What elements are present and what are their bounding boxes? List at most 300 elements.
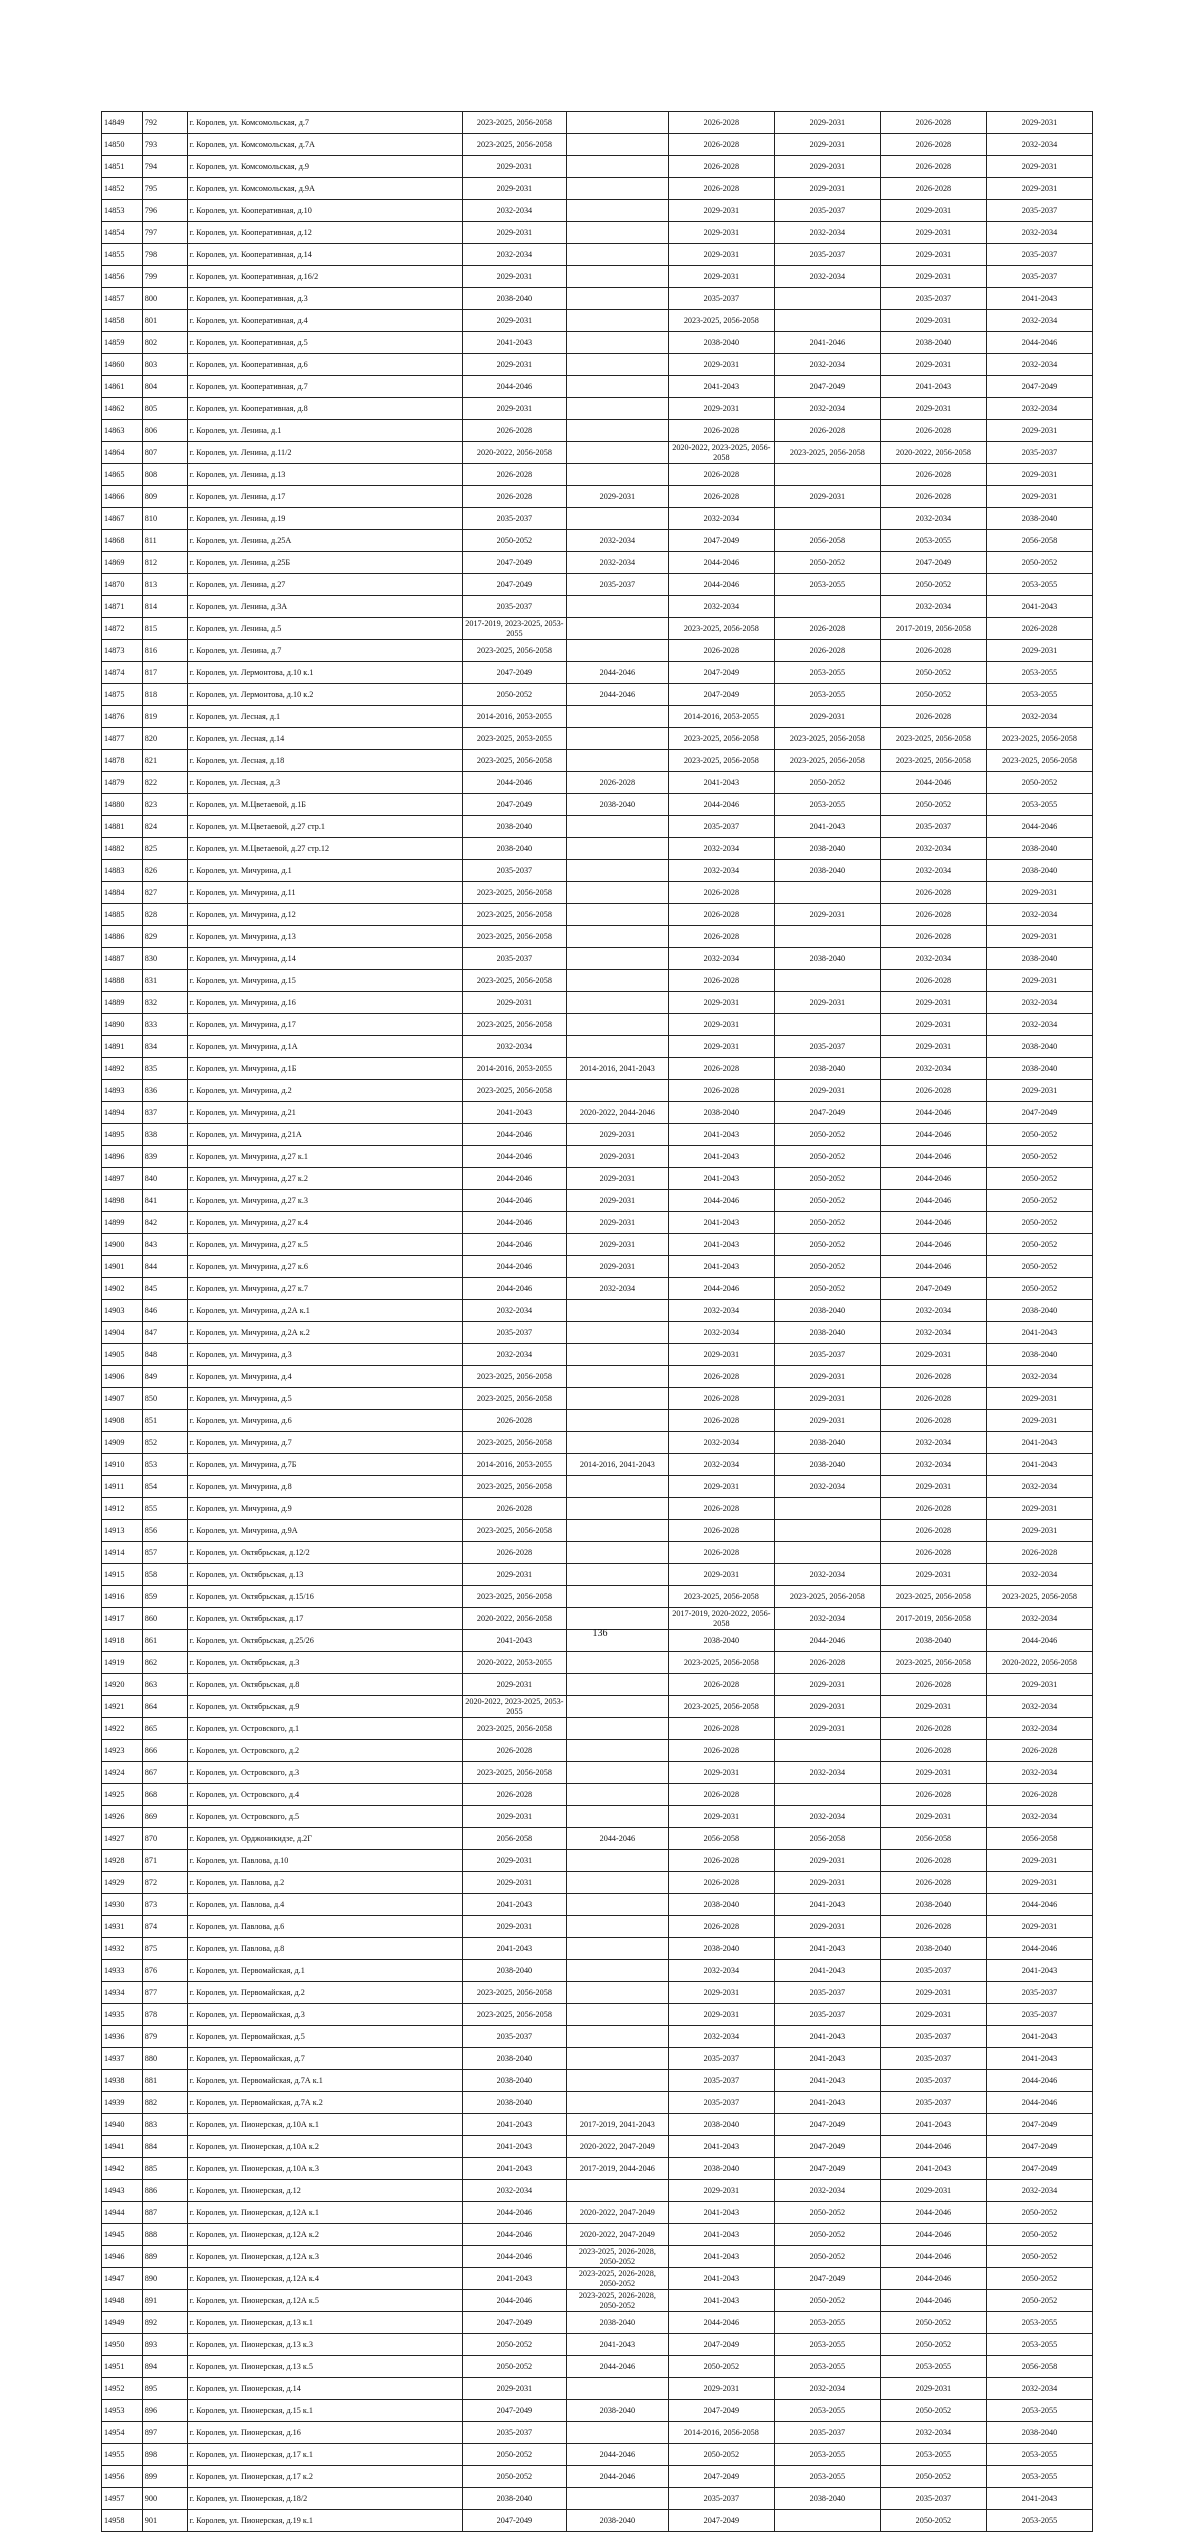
table-cell xyxy=(566,2488,668,2510)
table-cell: 14946 xyxy=(102,2246,143,2268)
table-cell: 2047-2049 xyxy=(880,1278,986,1300)
table-cell xyxy=(774,1740,880,1762)
table-cell: 2029-2031 xyxy=(668,222,774,244)
table-cell: 830 xyxy=(142,948,187,970)
table-cell: 855 xyxy=(142,1498,187,1520)
table-cell: 2047-2049 xyxy=(462,662,566,684)
table-cell: 2047-2049 xyxy=(462,2312,566,2334)
table-cell: 891 xyxy=(142,2290,187,2312)
table-cell: 889 xyxy=(142,2246,187,2268)
table-cell: 2032-2034 xyxy=(880,2422,986,2444)
table-cell: 2050-2052 xyxy=(880,794,986,816)
table-row xyxy=(102,178,1093,200)
table-cell: 14858 xyxy=(102,310,143,332)
table-cell: 2029-2031 xyxy=(880,2180,986,2202)
table-cell: 14868 xyxy=(102,530,143,552)
table-cell: 2032-2034 xyxy=(880,508,986,530)
table-cell: 2029-2031 xyxy=(668,992,774,1014)
table-cell: 2044-2046 xyxy=(668,2312,774,2334)
table-cell: г. Королев, ул. Комсомольская, д.9А xyxy=(187,178,462,200)
table-cell: 2026-2028 xyxy=(880,1498,986,1520)
table-cell: 2029-2031 xyxy=(774,1718,880,1740)
table-cell xyxy=(566,1718,668,1740)
table-cell: г. Королев, ул. Кооперативная, д.10 xyxy=(187,200,462,222)
table-row xyxy=(102,772,1093,794)
table-cell: 2029-2031 xyxy=(880,266,986,288)
table-cell: 2026-2028 xyxy=(668,1366,774,1388)
table-cell: 2041-2043 xyxy=(462,1894,566,1916)
table-cell: 14956 xyxy=(102,2466,143,2488)
table-cell: 14893 xyxy=(102,1080,143,1102)
table-cell: 2050-2052 xyxy=(986,552,1092,574)
table-cell: г. Королев, ул. Павлова, д.10 xyxy=(187,1850,462,1872)
table-cell: 2023-2025, 2056-2058 xyxy=(462,1432,566,1454)
table-cell: 877 xyxy=(142,1982,187,2004)
table-cell: 2020-2022, 2023-2025, 2053-2055 xyxy=(462,1696,566,1718)
table-row xyxy=(102,684,1093,706)
table-cell: 837 xyxy=(142,1102,187,1124)
table-row xyxy=(102,1916,1093,1938)
table-cell: 863 xyxy=(142,1674,187,1696)
table-cell: 2044-2046 xyxy=(880,1146,986,1168)
table-cell: 2023-2025, 2056-2058 xyxy=(462,1366,566,1388)
table-cell: г. Королев, ул. Мичурина, д.2А к.2 xyxy=(187,1322,462,1344)
table-cell: 2041-2043 xyxy=(462,1102,566,1124)
table-cell: 2026-2028 xyxy=(880,178,986,200)
table-cell: г. Королев, ул. Пионерская, д.10А к.2 xyxy=(187,2136,462,2158)
table-cell: г. Королев, ул. Орджоникидзе, д.2Г xyxy=(187,1828,462,1850)
table-cell: 813 xyxy=(142,574,187,596)
table-cell: 2026-2028 xyxy=(774,1652,880,1674)
table-cell: 14916 xyxy=(102,1586,143,1608)
table-cell: 2041-2043 xyxy=(774,1938,880,1960)
table-cell: 2032-2034 xyxy=(774,1806,880,1828)
table-row xyxy=(102,398,1093,420)
table-cell: 888 xyxy=(142,2224,187,2246)
table-cell: 2047-2049 xyxy=(880,552,986,574)
table-cell: 2032-2034 xyxy=(986,904,1092,926)
table-cell xyxy=(566,420,668,442)
table-cell: 2041-2043 xyxy=(668,1212,774,1234)
table-cell: г. Королев, ул. Пионерская, д.12А к.3 xyxy=(187,2246,462,2268)
table-cell: 2029-2031 xyxy=(774,1696,880,1718)
table-cell: 835 xyxy=(142,1058,187,1080)
table-cell: 14873 xyxy=(102,640,143,662)
table-cell xyxy=(566,376,668,398)
table-cell: 2038-2040 xyxy=(566,2510,668,2532)
table-row xyxy=(102,486,1093,508)
table-cell: г. Королев, ул. Ленина, д.3А xyxy=(187,596,462,618)
table-cell: 2044-2046 xyxy=(462,1256,566,1278)
table-cell: 2026-2028 xyxy=(880,970,986,992)
table-cell: 2053-2055 xyxy=(986,2510,1092,2532)
table-cell: 2056-2058 xyxy=(668,1828,774,1850)
table-cell: 2029-2031 xyxy=(880,222,986,244)
page-number: 136 xyxy=(592,1628,608,1639)
table-row xyxy=(102,1168,1093,1190)
table-cell xyxy=(566,354,668,376)
table-cell: 2044-2046 xyxy=(462,1234,566,1256)
table-cell: г. Королев, ул. Ленина, д.25А xyxy=(187,530,462,552)
table-cell: г. Королев, ул. Лесная, д.18 xyxy=(187,750,462,772)
table-cell: 2047-2049 xyxy=(462,2400,566,2422)
table-cell: 869 xyxy=(142,1806,187,1828)
table-cell xyxy=(566,838,668,860)
table-cell: г. Королев, ул. Кооперативная, д.4 xyxy=(187,310,462,332)
table-cell: 14933 xyxy=(102,1960,143,1982)
table-cell: г. Королев, ул. Первомайская, д.7 xyxy=(187,2048,462,2070)
table-row xyxy=(102,1696,1093,1718)
table-cell: 2023-2025, 2056-2058 xyxy=(462,1520,566,1542)
table-cell: 2050-2052 xyxy=(774,1256,880,1278)
table-cell: 2050-2052 xyxy=(774,1234,880,1256)
table-row xyxy=(102,816,1093,838)
table-cell: 2044-2046 xyxy=(566,2466,668,2488)
table-cell: 2041-2043 xyxy=(668,1124,774,1146)
table-cell: 2032-2034 xyxy=(462,200,566,222)
table-cell: 2029-2031 xyxy=(774,1872,880,1894)
table-cell: 2032-2034 xyxy=(668,2026,774,2048)
table-cell: 2026-2028 xyxy=(880,882,986,904)
table-row xyxy=(102,310,1093,332)
table-cell: 2050-2052 xyxy=(774,2290,880,2312)
table-cell: 2032-2034 xyxy=(774,398,880,420)
table-cell xyxy=(566,1542,668,1564)
table-cell xyxy=(566,1014,668,1036)
table-row xyxy=(102,1960,1093,1982)
table-cell: 2035-2037 xyxy=(668,816,774,838)
table-cell: 2041-2043 xyxy=(668,2224,774,2246)
table-cell: 2026-2028 xyxy=(668,1542,774,1564)
table-cell xyxy=(566,1960,668,1982)
table-cell: 2026-2028 xyxy=(880,156,986,178)
table-cell: 2050-2052 xyxy=(774,1146,880,1168)
table-cell xyxy=(566,1652,668,1674)
table-cell: 2032-2034 xyxy=(668,948,774,970)
table-row xyxy=(102,2180,1093,2202)
table-cell xyxy=(566,1784,668,1806)
table-cell: 2035-2037 xyxy=(774,200,880,222)
table-row xyxy=(102,1542,1093,1564)
table-cell: г. Королев, ул. Первомайская, д.3 xyxy=(187,2004,462,2026)
table-cell: 2050-2052 xyxy=(774,1190,880,1212)
table-cell: 14942 xyxy=(102,2158,143,2180)
table-cell: 2029-2031 xyxy=(668,398,774,420)
table-cell: 2014-2016, 2053-2055 xyxy=(668,706,774,728)
table-row xyxy=(102,706,1093,728)
table-cell: 2044-2046 xyxy=(880,1168,986,1190)
table-cell: 2032-2034 xyxy=(668,596,774,618)
table-cell: 2029-2031 xyxy=(774,1388,880,1410)
table-cell: 2026-2028 xyxy=(880,1850,986,1872)
table-cell: 2014-2016, 2053-2055 xyxy=(462,706,566,728)
table-cell: 2035-2037 xyxy=(668,2070,774,2092)
table-cell: 2023-2025, 2056-2058 xyxy=(668,1586,774,1608)
table-cell: 2026-2028 xyxy=(880,1916,986,1938)
table-cell: 2053-2055 xyxy=(986,2400,1092,2422)
table-cell: 792 xyxy=(142,112,187,134)
table-cell: 2035-2037 xyxy=(668,288,774,310)
table-cell: 2032-2034 xyxy=(774,1476,880,1498)
table-cell: 826 xyxy=(142,860,187,882)
table-cell xyxy=(566,1696,668,1718)
table-cell xyxy=(566,2092,668,2114)
table-cell: 2029-2031 xyxy=(986,1520,1092,1542)
table-cell: 2044-2046 xyxy=(668,1190,774,1212)
table-cell: 2026-2028 xyxy=(880,1784,986,1806)
table-cell: 2023-2025, 2056-2058 xyxy=(462,640,566,662)
table-cell: 806 xyxy=(142,420,187,442)
table-cell: 2029-2031 xyxy=(986,1916,1092,1938)
table-cell: 2041-2043 xyxy=(986,2048,1092,2070)
table-cell: г. Королев, ул. Первомайская, д.1 xyxy=(187,1960,462,1982)
table-cell: 14913 xyxy=(102,1520,143,1542)
table-cell: 2032-2034 xyxy=(774,2180,880,2202)
table-cell: 804 xyxy=(142,376,187,398)
table-cell: г. Королев, ул. Кооперативная, д.6 xyxy=(187,354,462,376)
table-cell: 2050-2052 xyxy=(774,2202,880,2224)
table-cell: 14900 xyxy=(102,1234,143,1256)
table-body xyxy=(102,112,1093,2532)
table-cell: 2032-2034 xyxy=(668,508,774,530)
table-cell: г. Королев, ул. Мичурина, д.27 к.3 xyxy=(187,1190,462,1212)
table-cell: г. Королев, ул. Островского, д.2 xyxy=(187,1740,462,1762)
table-cell xyxy=(774,1014,880,1036)
table-cell xyxy=(566,1982,668,2004)
table-cell: г. Королев, ул. Мичурина, д.27 к.5 xyxy=(187,1234,462,1256)
table-cell: 829 xyxy=(142,926,187,948)
table-cell: 2017-2019, 2056-2058 xyxy=(880,618,986,640)
table-cell: 2032-2034 xyxy=(668,1322,774,1344)
data-table xyxy=(101,111,1093,2532)
table-cell: 2032-2034 xyxy=(462,244,566,266)
table-cell: 2038-2040 xyxy=(668,1894,774,1916)
table-cell: 864 xyxy=(142,1696,187,1718)
table-cell: 899 xyxy=(142,2466,187,2488)
table-cell: 2029-2031 xyxy=(880,1564,986,1586)
table-row xyxy=(102,288,1093,310)
table-cell xyxy=(566,112,668,134)
table-cell: 2044-2046 xyxy=(668,1278,774,1300)
table-cell: 14857 xyxy=(102,288,143,310)
table-cell: 2053-2055 xyxy=(986,574,1092,596)
table-cell: 2050-2052 xyxy=(880,662,986,684)
table-cell: 14910 xyxy=(102,1454,143,1476)
table-cell: 2038-2040 xyxy=(462,1960,566,1982)
table-cell: г. Королев, ул. Кооперативная, д.16/2 xyxy=(187,266,462,288)
table-cell: г. Королев, ул. Мичурина, д.21А xyxy=(187,1124,462,1146)
table-cell: 2026-2028 xyxy=(668,926,774,948)
table-cell: 2023-2025, 2026-2028, 2050-2052 xyxy=(566,2246,668,2268)
table-cell: г. Королев, ул. Октябрьская, д.15/16 xyxy=(187,1586,462,1608)
table-cell: г. Королев, ул. Ленина, д.25Б xyxy=(187,552,462,574)
table-cell: 14952 xyxy=(102,2378,143,2400)
table-cell: 833 xyxy=(142,1014,187,1036)
table-row xyxy=(102,1410,1093,1432)
table-cell: 2041-2043 xyxy=(462,2114,566,2136)
table-cell: 2041-2043 xyxy=(668,2136,774,2158)
table-cell: 2023-2025, 2056-2058 xyxy=(462,2004,566,2026)
table-row xyxy=(102,2444,1093,2466)
table-cell: 2029-2031 xyxy=(462,1916,566,1938)
table-cell: 846 xyxy=(142,1300,187,1322)
table-row xyxy=(102,596,1093,618)
table-cell: г. Королев, ул. Павлова, д.8 xyxy=(187,1938,462,1960)
table-cell: 2029-2031 xyxy=(774,1410,880,1432)
table-cell: 14887 xyxy=(102,948,143,970)
table-row xyxy=(102,1190,1093,1212)
table-cell: г. Королев, ул. Октябрьская, д.25/26 xyxy=(187,1630,462,1652)
table-cell: 2029-2031 xyxy=(774,1080,880,1102)
table-cell: 2029-2031 xyxy=(774,134,880,156)
table-cell: 2029-2031 xyxy=(566,1256,668,1278)
table-cell: 2041-2043 xyxy=(774,1894,880,1916)
table-cell: 2050-2052 xyxy=(880,684,986,706)
table-cell xyxy=(566,618,668,640)
table-cell: 2038-2040 xyxy=(774,948,880,970)
table-cell: 2029-2031 xyxy=(986,1498,1092,1520)
table-cell: 2023-2025, 2056-2058 xyxy=(462,1014,566,1036)
table-cell: 2023-2025, 2056-2058 xyxy=(462,112,566,134)
table-row xyxy=(102,1256,1093,1278)
table-cell: 2044-2046 xyxy=(880,2136,986,2158)
table-cell: 14882 xyxy=(102,838,143,860)
table-cell: 2056-2058 xyxy=(986,2356,1092,2378)
table-cell: 2035-2037 xyxy=(880,2026,986,2048)
table-cell: 2026-2028 xyxy=(880,706,986,728)
table-cell xyxy=(566,1608,668,1630)
table-cell: 2026-2028 xyxy=(462,1740,566,1762)
table-cell: 2029-2031 xyxy=(880,310,986,332)
table-cell: 2035-2037 xyxy=(566,574,668,596)
table-cell: 2026-2028 xyxy=(668,1058,774,1080)
table-cell xyxy=(566,706,668,728)
table-cell: 2026-2028 xyxy=(668,1520,774,1542)
table-cell xyxy=(566,288,668,310)
table-cell xyxy=(566,992,668,1014)
table-cell: г. Королев, ул. Октябрьская, д.8 xyxy=(187,1674,462,1696)
table-cell: 14919 xyxy=(102,1652,143,1674)
table-row xyxy=(102,2378,1093,2400)
table-cell: 2041-2043 xyxy=(462,2158,566,2180)
table-cell: 2023-2025, 2056-2058 xyxy=(462,1476,566,1498)
table-row xyxy=(102,1146,1093,1168)
table-row xyxy=(102,2422,1093,2444)
table-cell: 849 xyxy=(142,1366,187,1388)
table-cell: 2023-2025, 2056-2058 xyxy=(986,1586,1092,1608)
table-cell: 2026-2028 xyxy=(880,1080,986,1102)
table-cell: 2047-2049 xyxy=(462,2510,566,2532)
table-cell: 2047-2049 xyxy=(986,376,1092,398)
table-cell: 866 xyxy=(142,1740,187,1762)
table-cell: 879 xyxy=(142,2026,187,2048)
table-cell: 2044-2046 xyxy=(462,1212,566,1234)
table-cell: 2026-2028 xyxy=(880,1718,986,1740)
table-cell: 14855 xyxy=(102,244,143,266)
table-cell: 2029-2031 xyxy=(986,112,1092,134)
table-cell: г. Королев, ул. М.Цветаевой, д.1Б xyxy=(187,794,462,816)
table-cell: 2044-2046 xyxy=(668,794,774,816)
table-cell: 14905 xyxy=(102,1344,143,1366)
table-cell: 2029-2031 xyxy=(462,266,566,288)
table-cell xyxy=(566,1894,668,1916)
table-cell: 14864 xyxy=(102,442,143,464)
table-row xyxy=(102,948,1093,970)
table-cell: 2026-2028 xyxy=(668,1718,774,1740)
table-cell xyxy=(566,596,668,618)
table-cell: 2038-2040 xyxy=(462,838,566,860)
table-cell: 2041-2043 xyxy=(774,2070,880,2092)
table-cell: г. Королев, ул. Павлова, д.2 xyxy=(187,1872,462,1894)
table-cell: 2038-2040 xyxy=(462,816,566,838)
table-cell: 2044-2046 xyxy=(668,552,774,574)
table-cell: 2044-2046 xyxy=(880,2268,986,2290)
table-cell: г. Королев, ул. Ленина, д.13 xyxy=(187,464,462,486)
table-row xyxy=(102,1344,1093,1366)
table-cell: 14947 xyxy=(102,2268,143,2290)
table-cell: 14863 xyxy=(102,420,143,442)
table-cell: 2056-2058 xyxy=(774,1828,880,1850)
table-row xyxy=(102,2114,1093,2136)
table-cell: 2050-2052 xyxy=(462,684,566,706)
table-cell: 2038-2040 xyxy=(774,1322,880,1344)
table-cell: 2035-2037 xyxy=(668,2488,774,2510)
table-row xyxy=(102,1784,1093,1806)
table-cell: 14934 xyxy=(102,1982,143,2004)
table-cell: 14936 xyxy=(102,2026,143,2048)
table-cell: г. Королев, ул. Мичурина, д.1Б xyxy=(187,1058,462,1080)
table-cell: 2035-2037 xyxy=(462,1322,566,1344)
table-cell: 860 xyxy=(142,1608,187,1630)
table-cell: 894 xyxy=(142,2356,187,2378)
table-cell xyxy=(566,926,668,948)
table-row xyxy=(102,1894,1093,1916)
table-cell: 2023-2025, 2026-2028, 2050-2052 xyxy=(566,2268,668,2290)
table-cell: 14865 xyxy=(102,464,143,486)
table-cell: 2026-2028 xyxy=(462,1498,566,1520)
table-cell: 2053-2055 xyxy=(986,2466,1092,2488)
table-row xyxy=(102,2400,1093,2422)
table-cell: г. Королев, ул. Октябрьская, д.9 xyxy=(187,1696,462,1718)
table-cell: г. Королев, ул. Мичурина, д.27 к.2 xyxy=(187,1168,462,1190)
table-cell: 2050-2052 xyxy=(774,1168,880,1190)
table-cell: 2026-2028 xyxy=(668,1872,774,1894)
table-cell: 858 xyxy=(142,1564,187,1586)
table-cell: 827 xyxy=(142,882,187,904)
table-cell: 796 xyxy=(142,200,187,222)
table-cell: 2026-2028 xyxy=(668,1498,774,1520)
table-cell: 2026-2028 xyxy=(462,1410,566,1432)
table-cell: 14945 xyxy=(102,2224,143,2246)
table-cell xyxy=(566,750,668,772)
table-cell: 14888 xyxy=(102,970,143,992)
table-cell xyxy=(566,1080,668,1102)
table-cell: 2038-2040 xyxy=(986,1058,1092,1080)
table-cell: 808 xyxy=(142,464,187,486)
table-cell: 2026-2028 xyxy=(668,156,774,178)
table-cell: 870 xyxy=(142,1828,187,1850)
table-cell: 2044-2046 xyxy=(880,2246,986,2268)
table-row xyxy=(102,1212,1093,1234)
table-cell: г. Королев, ул. Октябрьская, д.3 xyxy=(187,1652,462,1674)
table-cell: г. Королев, ул. Островского, д.3 xyxy=(187,1762,462,1784)
table-cell: 2050-2052 xyxy=(986,1212,1092,1234)
table-cell xyxy=(774,2510,880,2532)
table-cell: 2029-2031 xyxy=(566,1146,668,1168)
table-cell: 2032-2034 xyxy=(668,860,774,882)
table-cell: г. Королев, ул. Первомайская, д.2 xyxy=(187,1982,462,2004)
table-cell: 2020-2022, 2056-2058 xyxy=(880,442,986,464)
